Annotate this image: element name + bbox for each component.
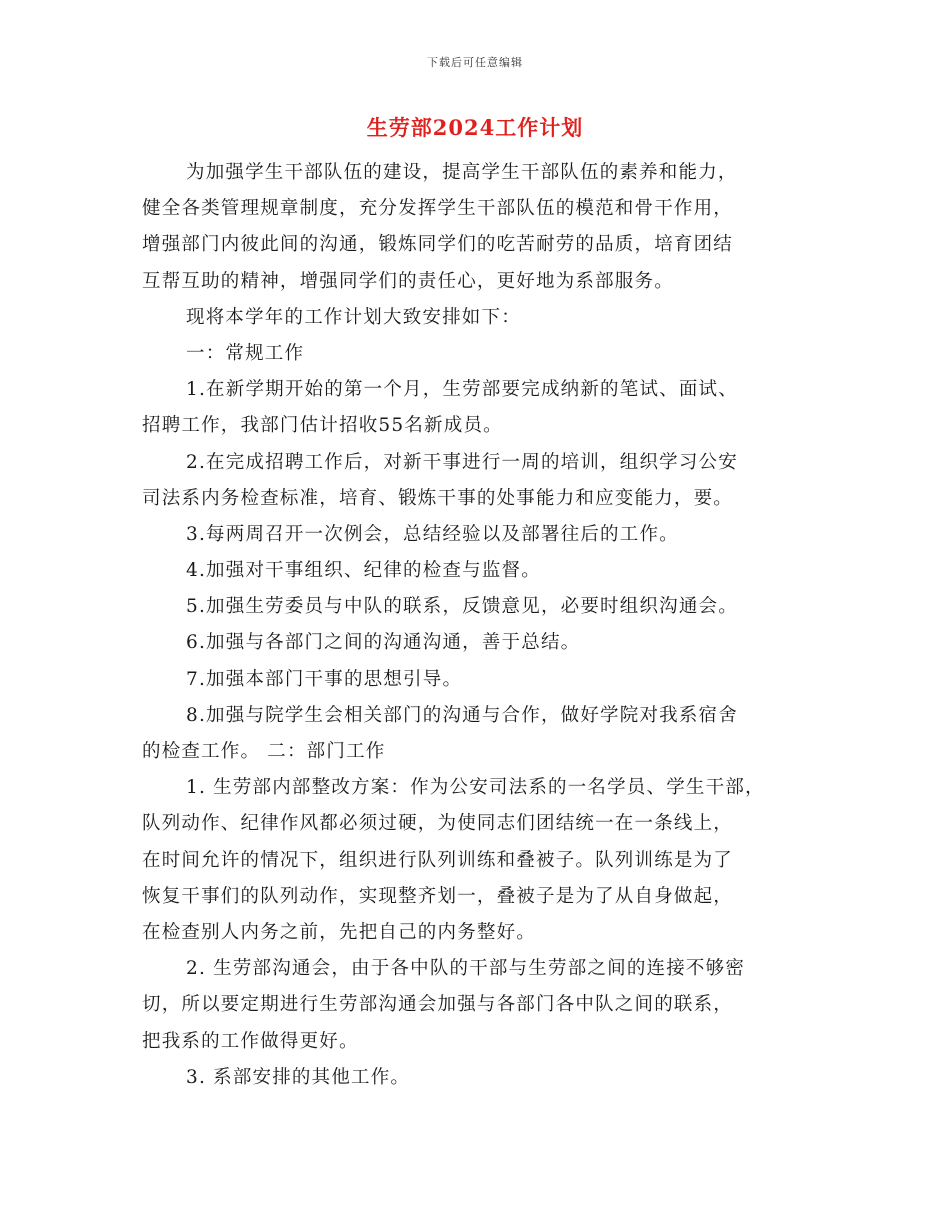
text-line: 在时间允许的情况下，组织进行队列训练和叠被子。队列训练是为了 <box>142 849 734 871</box>
text-line: 3.每两周召开一次例会，总结经验以及部署往后的工作。 <box>186 523 679 545</box>
text-line: 7.加强本部门干事的思想引导。 <box>186 668 463 690</box>
text-line: 4.加强对干事组织、纪律的检查与监督。 <box>186 560 541 582</box>
header-note: 下载后可任意编辑 <box>427 56 523 69</box>
text-line: 增强部门内彼此间的沟通，锻炼同学们的吃苦耐劳的品质，培育团结 <box>142 234 734 256</box>
text-line: 的检查工作。 二：部门工作 <box>142 741 386 762</box>
text-line: 1.在新学期开始的第一个月，生劳部要完成纳新的笔试、面试、 <box>186 379 738 401</box>
text-line: 1. 生劳部内部整改方案：作为公安司法系的一名学员、学生干部， <box>186 777 765 799</box>
text-line: 司法系内务检查标准，培育、锻炼干事的处事能力和应变能力，要。 <box>142 487 734 509</box>
text-line: 切，所以要定期进行生劳部沟通会加强与各部门各中队之间的联系， <box>142 994 734 1016</box>
text-line: 互帮互助的精神，增强同学们的责任心，更好地为系部服务。 <box>142 270 674 292</box>
text-line: 2.在完成招聘工作后，对新干事进行一周的培训，组织学习公安 <box>186 451 738 473</box>
document-title: 生劳部2024工作计划 <box>366 115 584 140</box>
text-line: 8.加强与院学生会相关部门的沟通与合作，做好学院对我系宿舍 <box>186 704 738 726</box>
document-body <box>142 155 832 1096</box>
text-line: 一：常规工作 <box>186 342 305 364</box>
text-line: 2. 生劳部沟通会，由于各中队的干部与生劳部之间的连接不够密 <box>186 958 746 980</box>
text-line: 把我系的工作做得更好。 <box>142 1030 359 1052</box>
text-line: 招聘工作，我部门估计招收55名新成员。 <box>142 415 503 437</box>
text-line: 5.加强生劳委员与中队的联系，反馈意见，必要时组织沟通会。 <box>186 596 738 618</box>
text-line: 健全各类管理规章制度，充分发挥学生干部队伍的模范和骨干作用， <box>142 198 734 220</box>
text-line: 为加强学生干部队伍的建设，提高学生干部队伍的素养和能力， <box>186 162 738 183</box>
text-line: 恢复干事们的队列动作，实现整齐划一，叠被子是为了从自身做起， <box>142 885 734 907</box>
text-line: 在检查别人内务之前，先把自己的内务整好。 <box>142 921 537 943</box>
text-line: 6.加强与各部门之间的沟通沟通，善于总结。 <box>186 632 581 654</box>
text-line: 现将本学年的工作计划大致安排如下： <box>186 306 521 328</box>
text-line: 队列动作、纪律作风都必须过硬，为使同志们团结统一在一条线上， <box>142 813 734 835</box>
text-line: 3. 系部安排的其他工作。 <box>186 1066 411 1088</box>
